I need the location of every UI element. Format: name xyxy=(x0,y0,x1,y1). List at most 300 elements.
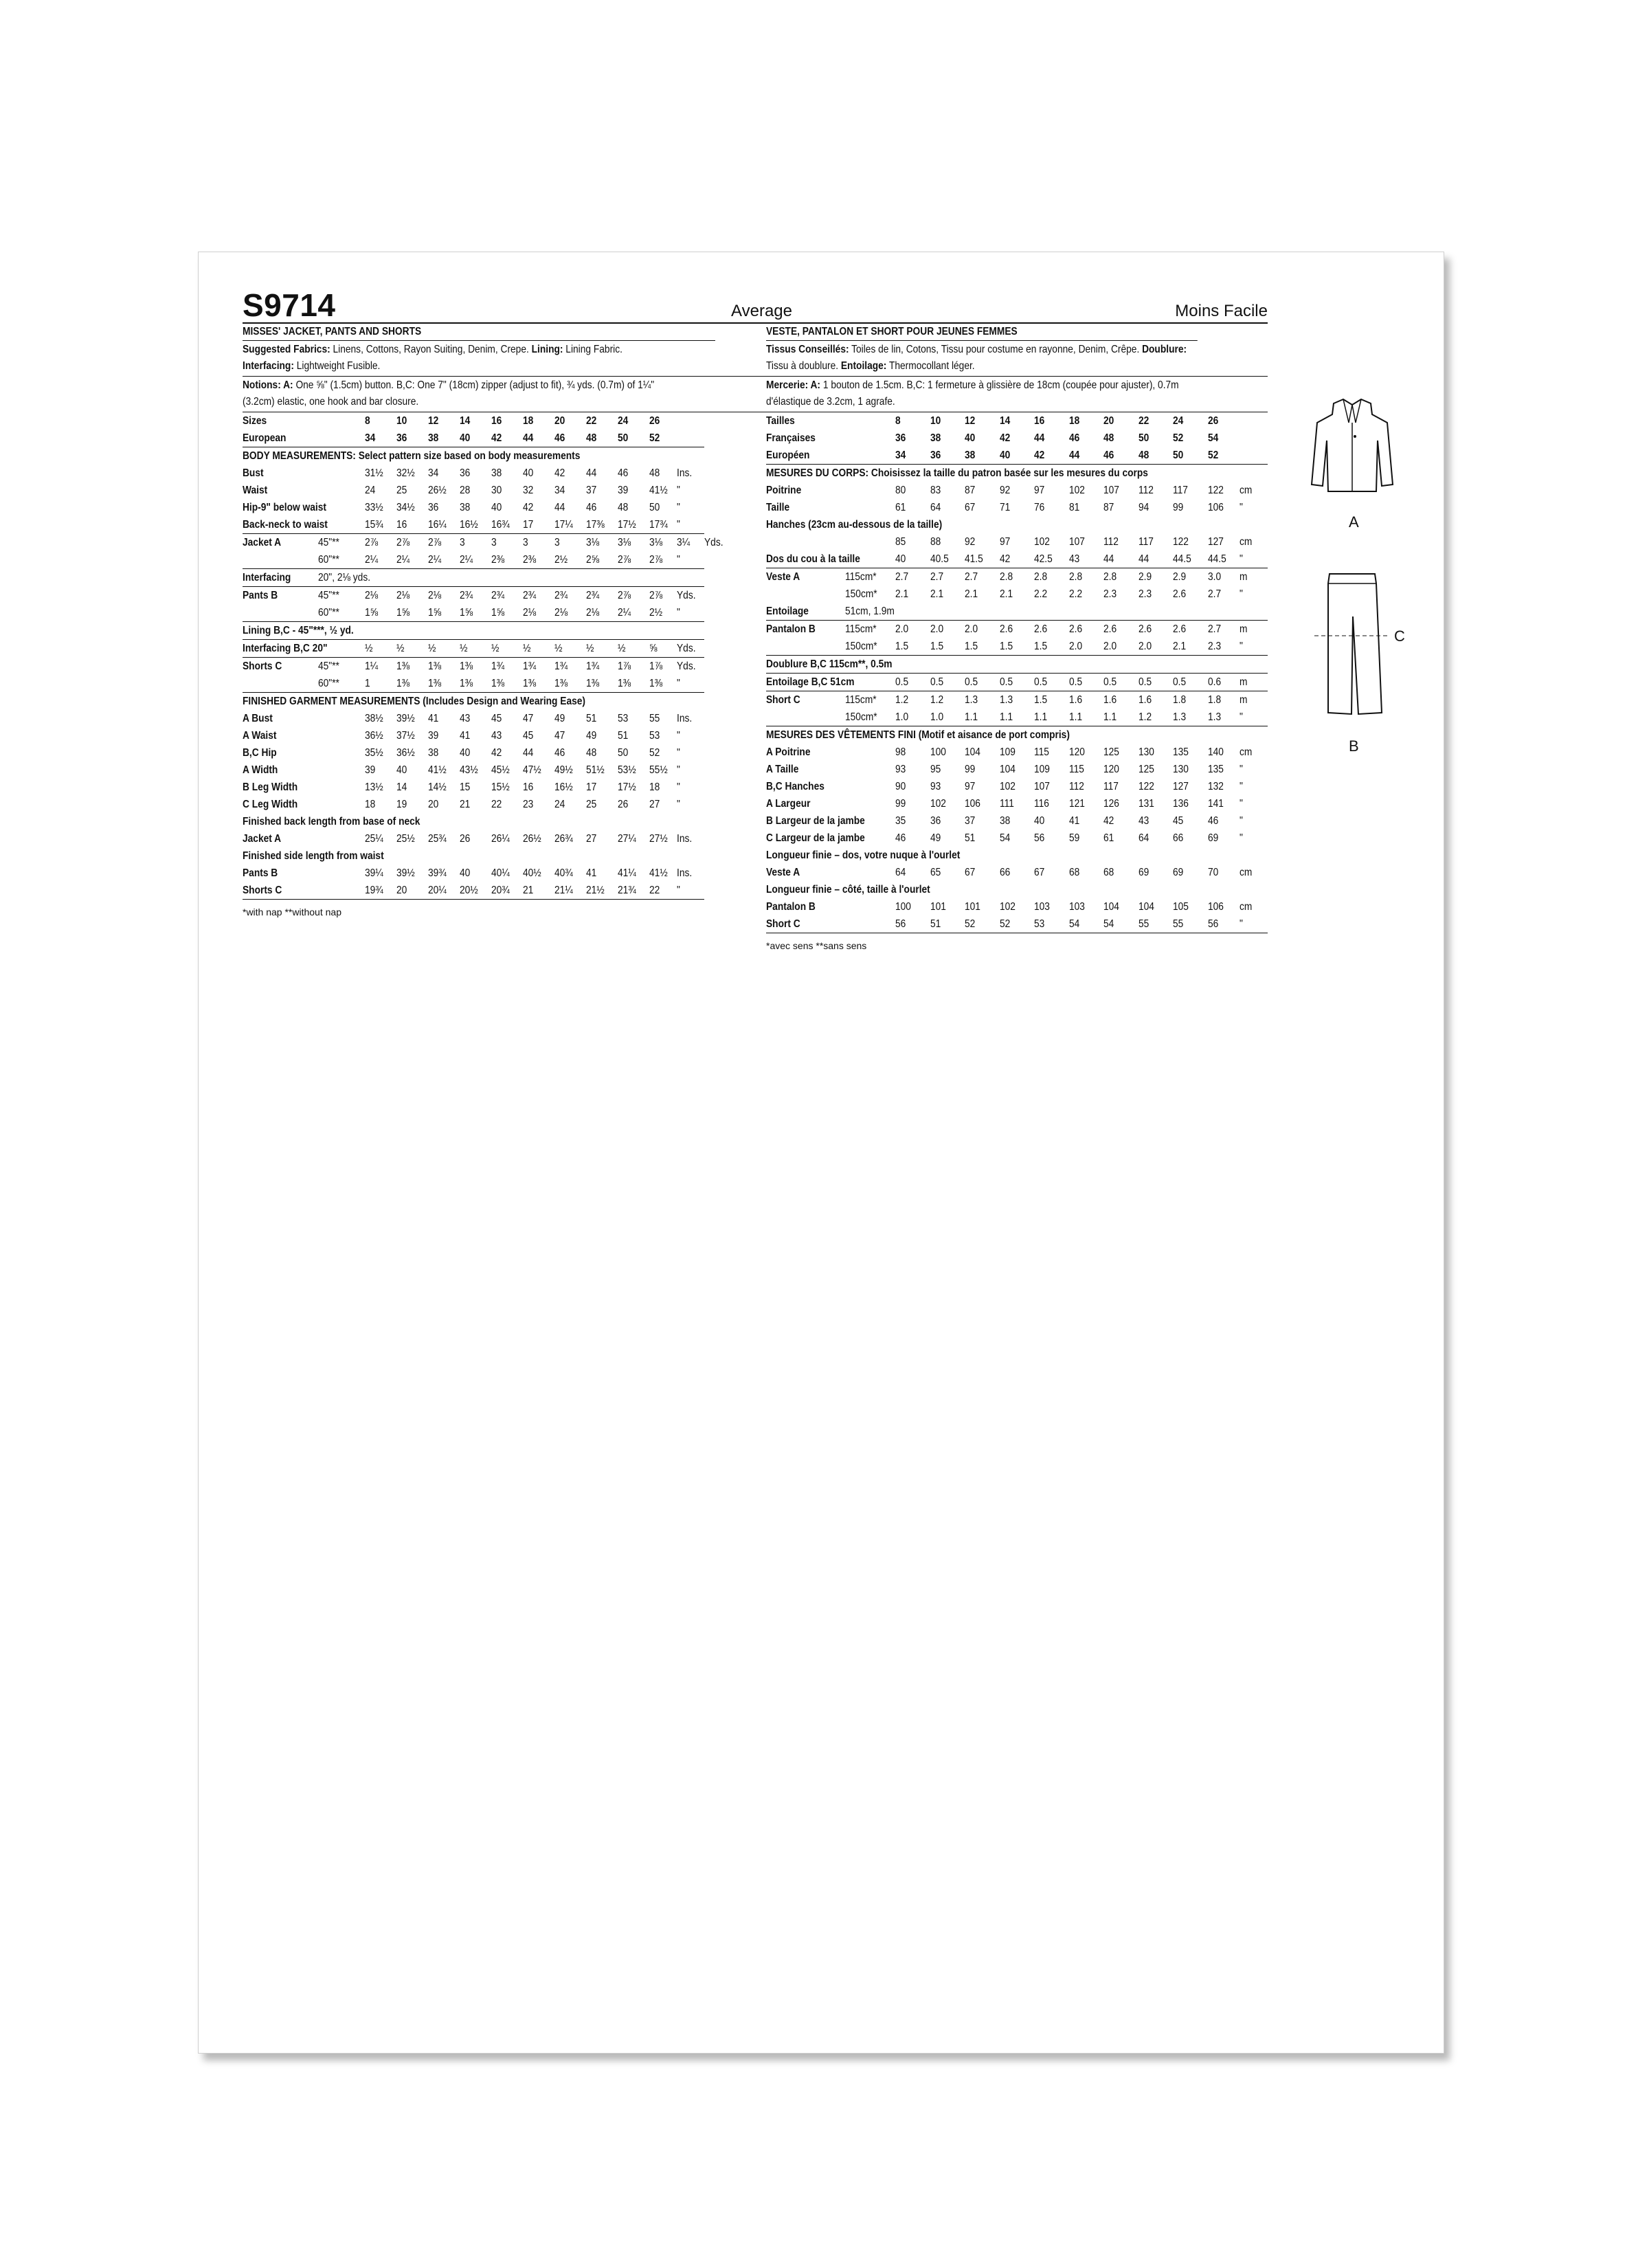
interfacing-text-fr: Thermocollant léger. xyxy=(886,360,975,372)
fr-cell: 99 xyxy=(965,764,976,775)
fr-cell: m xyxy=(1239,623,1248,635)
en-cell: 38 xyxy=(460,502,471,513)
en-cell: 49 xyxy=(554,713,565,724)
fr-cell: 112 xyxy=(1068,781,1084,792)
fr-cell: 117 xyxy=(1103,781,1119,792)
fr-row-label: Veste A xyxy=(766,867,800,878)
en-cell: 51 xyxy=(586,713,597,724)
en-row xyxy=(243,744,792,761)
fr-row xyxy=(766,778,1268,795)
fr-cell: 1.8 xyxy=(1207,694,1221,706)
english-size-chart xyxy=(243,412,792,900)
interfacing-label: Interfacing: xyxy=(243,360,294,372)
en-cell: 48 xyxy=(649,467,660,479)
en-row-label: Jacket A xyxy=(243,833,282,845)
notions-label: Notions: A: xyxy=(243,379,293,391)
lining-text-fr: Tissu à doublure. xyxy=(766,360,841,372)
en-cell: 1⅜ xyxy=(586,675,618,693)
en-cell: 2⅛ xyxy=(554,604,586,622)
en-row-label: A Waist xyxy=(243,730,277,742)
fr-cell: 2.6 xyxy=(1173,623,1187,635)
en-cell: 27¼ xyxy=(618,833,636,845)
fr-cell: 101 xyxy=(965,901,981,913)
en-row-label xyxy=(243,551,318,569)
fr-cell: 1.1 xyxy=(1069,709,1104,726)
en-cell: 17¾ xyxy=(649,516,677,534)
fr-cell: 68 xyxy=(1068,867,1080,878)
fr-cell: cm xyxy=(1239,901,1252,913)
en-cell: 3⅛ xyxy=(649,537,663,548)
fr-cell: 2.3 xyxy=(1138,588,1152,600)
fabrics-paragraph xyxy=(243,341,792,377)
fr-cell: 95 xyxy=(930,764,941,775)
en-cell: 40 xyxy=(396,764,407,776)
en-cell: Yds. xyxy=(677,590,696,601)
fr-cell: 42 xyxy=(1103,815,1114,827)
fr-cell: 1.2 xyxy=(1138,709,1174,726)
notions-line-2: (3.2cm) elastic, one hook and bar closure. xyxy=(243,396,419,408)
en-cell: 40 xyxy=(523,467,534,479)
en-cell: ⅝ xyxy=(649,640,677,658)
fr-cell: 104 xyxy=(1103,901,1120,913)
fr-cell: m xyxy=(1239,674,1268,691)
fr-cell: 126 xyxy=(1103,798,1120,810)
en-cell: 32½ xyxy=(396,467,415,479)
fr-row xyxy=(766,603,1268,621)
fr-row-label xyxy=(766,533,845,551)
fr-cell: 104 xyxy=(965,746,981,758)
en-cell: 44 xyxy=(523,430,554,447)
en-cell: 1¾ xyxy=(554,660,568,672)
en-cell xyxy=(318,412,365,430)
en-cell: 49½ xyxy=(554,764,573,776)
fabrics-text-fr: Toiles de lin, Cotons, Tissu pour costume en rayonne, Denim, Crêpe. xyxy=(849,344,1143,355)
en-row-label: Hip-9" below waist xyxy=(243,502,326,513)
en-cell: 47 xyxy=(523,713,534,724)
fr-cell: " xyxy=(1239,551,1268,568)
en-cell: 2⅛ xyxy=(428,590,442,601)
fr-cell: 1.5 xyxy=(1034,694,1048,706)
en-cell: 20½ xyxy=(460,882,491,900)
fr-row-label: Poitrine xyxy=(766,485,802,496)
fr-cell: 43 xyxy=(1138,815,1149,827)
fr-cell: 1.3 xyxy=(1173,709,1208,726)
en-cell xyxy=(318,430,365,447)
en-cell: 38 xyxy=(428,747,439,759)
fr-cell: 36 xyxy=(895,432,906,444)
en-cell: 1¾ xyxy=(523,660,537,672)
en-cell: 17½ xyxy=(618,781,636,793)
garment-title: MISSES' JACKET, PANTS AND SHORTS xyxy=(243,324,715,341)
fr-cell: cm xyxy=(1239,867,1252,878)
fr-cell: 2.7 xyxy=(965,571,978,583)
fr-cell: 116 xyxy=(1034,798,1050,810)
fr-cell: 2.0 xyxy=(1069,638,1104,656)
fr-row xyxy=(766,568,1268,586)
en-cell: 2⅛ xyxy=(586,604,618,622)
en-cell: 2⅝ xyxy=(586,551,618,569)
fr-cell: 38 xyxy=(999,815,1011,827)
en-cell: ½ xyxy=(396,640,428,658)
fr-cell: 1.5 xyxy=(895,638,930,656)
en-cell: 1⅝ xyxy=(428,604,460,622)
fr-cell: cm xyxy=(1239,536,1252,548)
fr-cell: 51 xyxy=(930,915,965,933)
en-cell: 42 xyxy=(523,502,534,513)
en-cell: 48 xyxy=(586,430,618,447)
en-cell: " xyxy=(677,485,680,496)
en-row xyxy=(243,516,792,534)
en-row xyxy=(243,569,792,587)
en-cell: 24 xyxy=(365,485,376,496)
en-cell: 37½ xyxy=(396,730,415,742)
fr-cell: 55 xyxy=(1138,915,1174,933)
fr-row-label: Pantalon B xyxy=(766,623,816,635)
fr-cell: 150cm* xyxy=(845,638,895,656)
fr-cell: 93 xyxy=(930,781,941,792)
en-row xyxy=(243,796,792,813)
en-cell: 2¾ xyxy=(523,590,537,601)
fr-cell: 2.3 xyxy=(1103,588,1117,600)
en-cell: " xyxy=(677,730,680,742)
en-cell: 37 xyxy=(586,485,597,496)
fr-row xyxy=(766,847,1268,864)
en-cell: 39 xyxy=(428,730,439,742)
fr-cell: cm xyxy=(1239,746,1252,758)
fr-cell: 105 xyxy=(1173,901,1189,913)
en-cell: 1⅜ xyxy=(554,675,586,693)
en-cell: " xyxy=(677,516,704,534)
fr-cell: 66 xyxy=(999,867,1011,878)
en-cell: 25 xyxy=(586,799,597,810)
fr-cell: 0.5 xyxy=(895,674,930,691)
fr-row-label: Entoilage xyxy=(766,603,845,621)
fr-cell: 2.7 xyxy=(930,571,943,583)
en-cell: Ins. xyxy=(677,467,693,479)
fr-cell: 120 xyxy=(1068,746,1085,758)
fabrics-paragraph-fr xyxy=(766,341,1268,377)
en-cell: Ins. xyxy=(677,867,693,879)
fr-cell: 2.0 xyxy=(1103,638,1138,656)
fr-cell: 102 xyxy=(999,781,1016,792)
en-cell: 1⅜ xyxy=(428,675,460,693)
en-cell: " xyxy=(677,747,680,759)
fr-cell: 0.5 xyxy=(1173,674,1208,691)
fr-cell: 102 xyxy=(999,901,1016,913)
en-cell: 45"** xyxy=(318,537,339,548)
en-cell: 24 xyxy=(554,799,565,810)
en-cell: " xyxy=(677,675,704,693)
english-column xyxy=(243,287,792,920)
en-cell: 2⅞ xyxy=(649,590,663,601)
fr-cell: 132 xyxy=(1207,781,1224,792)
en-cell: Yds. xyxy=(677,660,696,672)
en-cell: 2⅞ xyxy=(649,551,677,569)
en-cell: 19¾ xyxy=(365,882,396,900)
en-cell: 26¾ xyxy=(554,833,573,845)
fr-cell: 92 xyxy=(999,485,1011,496)
fr-cell: 109 xyxy=(1034,764,1051,775)
en-cell: 47½ xyxy=(523,764,541,776)
en-cell: 39 xyxy=(365,764,376,776)
fr-row xyxy=(766,744,1268,761)
en-cell: 42 xyxy=(491,430,523,447)
en-cell: 3 xyxy=(491,537,497,548)
en-cell: 12 xyxy=(428,415,439,427)
en-cell: 3¼ xyxy=(677,537,691,548)
fr-cell: 97 xyxy=(965,781,976,792)
fr-cell: m xyxy=(1239,694,1248,706)
fr-cell: 2.7 xyxy=(1207,588,1221,600)
en-cell: 2⅛ xyxy=(523,604,554,622)
french-column xyxy=(766,292,1268,954)
en-cell: 51 xyxy=(618,730,629,742)
pants-illustration xyxy=(1314,568,1390,726)
en-row xyxy=(243,640,792,658)
en-cell: 46 xyxy=(618,467,629,479)
en-cell: 15½ xyxy=(491,781,510,793)
fr-row xyxy=(766,881,1268,898)
fr-cell: 2.7 xyxy=(1207,623,1221,635)
fr-row-label: Hanches (23cm au-dessous de la taille) xyxy=(766,519,943,531)
en-cell: Yds. xyxy=(677,640,704,658)
en-cell: 16 xyxy=(396,516,428,534)
fr-cell: 12 xyxy=(965,415,976,427)
en-cell: 2⅞ xyxy=(428,537,442,548)
fr-cell: 42.5 xyxy=(1034,551,1069,568)
en-cell xyxy=(318,761,365,779)
en-cell: 26 xyxy=(649,415,660,427)
fr-row xyxy=(766,586,1268,603)
fr-cell: 67 xyxy=(965,502,976,513)
en-row xyxy=(243,693,792,711)
en-row-label: A Bust xyxy=(243,713,273,724)
en-cell: " xyxy=(677,551,704,569)
en-row-label: FINISHED GARMENT MEASUREMENTS (Includes Design and Wearing Ease) xyxy=(243,696,586,707)
fr-cell: 1.6 xyxy=(1138,694,1152,706)
fr-row xyxy=(766,465,1268,482)
en-row xyxy=(243,412,792,430)
en-cell: 1⅝ xyxy=(365,604,396,622)
en-cell: 52 xyxy=(649,747,660,759)
en-cell: " xyxy=(677,764,680,776)
en-cell: 42 xyxy=(491,747,502,759)
en-cell: 36 xyxy=(396,430,428,447)
fr-cell: 135 xyxy=(1173,746,1189,758)
fr-cell: 101 xyxy=(930,901,946,913)
fr-cell: 8 xyxy=(895,415,901,427)
fr-cell: 88 xyxy=(930,536,941,548)
en-row-label: C Leg Width xyxy=(243,799,298,810)
en-cell: 46 xyxy=(554,747,565,759)
fr-cell: 38 xyxy=(930,432,941,444)
fr-row xyxy=(766,830,1268,847)
fr-row-label xyxy=(766,638,845,656)
fr-cell: 56 xyxy=(895,915,930,933)
fr-cell: 52 xyxy=(1208,447,1239,465)
fr-cell: 64 xyxy=(895,867,906,878)
en-cell xyxy=(318,710,365,727)
en-cell: " xyxy=(677,502,680,513)
en-cell xyxy=(318,796,365,813)
en-cell: 41½ xyxy=(428,764,447,776)
fr-row-label: Longueur finie – dos, votre nuque à l'ourlet xyxy=(766,849,961,861)
interfacing-label-fr: Entoilage: xyxy=(840,360,887,372)
fr-cell: 54 xyxy=(999,832,1011,844)
en-cell: 17 xyxy=(586,781,597,793)
fr-cell: 1.3 xyxy=(999,694,1013,706)
fr-cell: m xyxy=(1239,571,1248,583)
fr-cell: 87 xyxy=(1103,502,1114,513)
lining-text: Lining Fabric. xyxy=(563,344,622,355)
en-row-label xyxy=(243,604,318,622)
fr-cell: 42 xyxy=(1034,447,1069,465)
fr-cell: 46 xyxy=(895,832,906,844)
en-cell: 45"** xyxy=(318,660,339,672)
en-cell xyxy=(677,430,704,447)
fr-cell: 140 xyxy=(1207,746,1224,758)
en-cell: 16¼ xyxy=(428,516,460,534)
fr-cell: 127 xyxy=(1173,781,1189,792)
en-cell: ½ xyxy=(460,640,491,658)
difficulty-level: Average xyxy=(731,302,792,320)
fr-cell: 54 xyxy=(1103,915,1138,933)
en-cell: ½ xyxy=(554,640,586,658)
fr-cell: 2.3 xyxy=(1208,638,1239,656)
fr-cell: 0.5 xyxy=(965,674,1000,691)
fr-cell: 35 xyxy=(895,815,906,827)
fr-cell: 2.1 xyxy=(965,588,978,600)
en-cell: 44 xyxy=(554,502,565,513)
fr-row xyxy=(766,915,1268,933)
fr-cell: 99 xyxy=(1173,502,1184,513)
en-cell: 48 xyxy=(618,502,629,513)
fr-cell: 2.6 xyxy=(1173,588,1187,600)
en-cell: 1⅞ xyxy=(649,660,663,672)
en-cell: 1⅜ xyxy=(396,675,428,693)
fr-row xyxy=(766,761,1268,778)
fr-row xyxy=(766,726,1268,744)
en-cell: 40¼ xyxy=(491,867,510,879)
en-cell: 16½ xyxy=(460,516,491,534)
en-cell: 1⅜ xyxy=(460,675,491,693)
en-row-label: B Leg Width xyxy=(243,781,298,793)
fr-cell: 67 xyxy=(1034,867,1045,878)
fr-cell: 2.6 xyxy=(1068,623,1082,635)
fr-row-label: Longueur finie – côté, taille à l'ourlet xyxy=(766,884,930,896)
fr-cell: 50 xyxy=(1173,447,1208,465)
fr-cell: 1.3 xyxy=(1208,709,1239,726)
fr-cell: 2.6 xyxy=(1138,623,1152,635)
en-cell: 20 xyxy=(554,415,565,427)
fr-row-label: Short C xyxy=(766,694,800,706)
en-cell: " xyxy=(677,799,680,810)
en-row-label: Lining B,C - 45"***, ½ yd. xyxy=(243,622,704,640)
en-row-label: A Width xyxy=(243,764,278,776)
fr-cell: 0.5 xyxy=(1069,674,1104,691)
fr-cell xyxy=(1239,412,1268,430)
fabrics-label: Suggested Fabrics: xyxy=(243,344,330,355)
fr-cell: 1.1 xyxy=(965,709,1000,726)
en-row-label xyxy=(243,675,318,693)
fr-cell: 125 xyxy=(1138,764,1154,775)
fr-cell: 44.5 xyxy=(1208,551,1239,568)
fr-cell: 122 xyxy=(1138,781,1154,792)
en-cell: 40 xyxy=(460,747,471,759)
en-row xyxy=(243,482,792,499)
en-cell: 50 xyxy=(649,502,660,513)
en-cell: 26½ xyxy=(428,485,447,496)
fr-cell: 40.5 xyxy=(930,551,965,568)
en-row xyxy=(243,813,792,830)
en-cell: 45 xyxy=(491,713,502,724)
fr-cell: 107 xyxy=(1034,781,1051,792)
en-cell: 18 xyxy=(649,781,660,793)
fr-cell: 115 xyxy=(1034,746,1050,758)
en-cell: 55½ xyxy=(649,764,668,776)
en-cell: 2¼ xyxy=(396,551,428,569)
fr-cell xyxy=(845,864,895,881)
fr-cell xyxy=(845,412,895,430)
en-cell: " xyxy=(677,781,680,793)
fr-cell: 97 xyxy=(1034,485,1045,496)
en-cell: 49 xyxy=(586,730,597,742)
fr-cell: 112 xyxy=(1138,485,1154,496)
fr-cell: 67 xyxy=(965,867,976,878)
en-cell: 1 xyxy=(365,675,396,693)
fr-cell: 112 xyxy=(1103,536,1119,548)
en-row xyxy=(243,761,792,779)
fr-row-label: Européen xyxy=(766,447,845,465)
en-cell: 27½ xyxy=(649,833,668,845)
en-row xyxy=(243,658,792,676)
fr-cell: 85 xyxy=(895,536,906,548)
fr-cell: 49 xyxy=(930,832,941,844)
en-cell: 40 xyxy=(460,430,491,447)
en-cell: 21 xyxy=(460,799,471,810)
en-row-label: B,C Hip xyxy=(243,747,277,759)
fr-cell xyxy=(845,482,895,499)
fr-cell: 2.2 xyxy=(1034,588,1048,600)
en-cell: 40 xyxy=(460,867,471,879)
fr-cell: 2.6 xyxy=(1034,623,1048,635)
en-cell: 36 xyxy=(460,467,471,479)
fr-cell: " xyxy=(1239,815,1243,827)
en-cell: 41¼ xyxy=(618,867,636,879)
fr-cell: 92 xyxy=(965,536,976,548)
fr-cell: 135 xyxy=(1207,764,1224,775)
en-cell: 2¼ xyxy=(460,551,491,569)
fr-cell: 130 xyxy=(1138,746,1154,758)
en-cell: 28 xyxy=(460,485,471,496)
fr-cell: cm xyxy=(1239,485,1252,496)
fr-row xyxy=(766,430,1268,447)
en-cell: 2½ xyxy=(554,551,586,569)
fr-cell: 2.8 xyxy=(1068,571,1082,583)
fr-cell: 18 xyxy=(1068,415,1080,427)
en-cell xyxy=(318,482,365,499)
en-cell: Yds. xyxy=(704,536,723,548)
fr-cell xyxy=(1239,430,1268,447)
fr-cell xyxy=(845,761,895,778)
fr-cell: 115cm* xyxy=(844,694,877,706)
fr-row xyxy=(766,691,1268,709)
fr-cell: 2.1 xyxy=(1173,638,1208,656)
en-cell: 1¾ xyxy=(491,660,505,672)
en-cell: 21¾ xyxy=(618,882,649,900)
fr-row-label: MESURES DU CORPS: Choisissez la taille du patron basée sur les mesures du corps xyxy=(766,467,1148,479)
en-row xyxy=(243,710,792,727)
